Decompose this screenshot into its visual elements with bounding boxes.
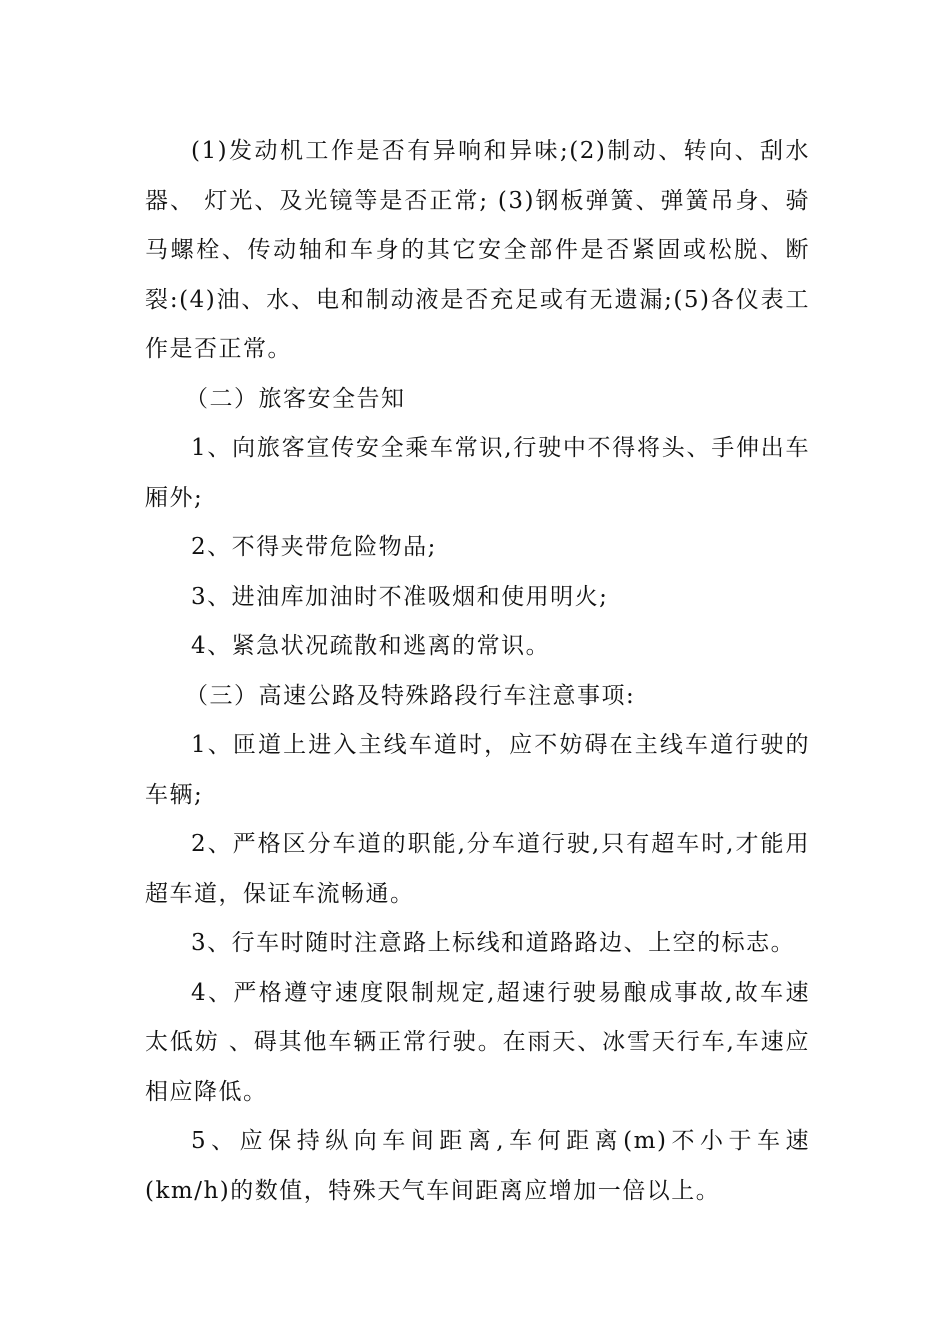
paragraph-vehicle-check: (1)发动机工作是否有异响和异味;(2)制动、转向、刮水器、 灯光、及光镜等是否正常; (3)钢板弹簧、弹簧吊身、骑马螺栓、传动轴和车身的其它安全部件是否紧固或松脱、断裂:(4)油、水、电和制动液是否充足或有无遗漏;(5)各仪表工作是否正常。 [145, 138, 810, 362]
list-item-passenger-3: 3、进油库加油时不准吸烟和使用明火; [191, 583, 609, 610]
list-item-highway-4: 4、严格遵守速度限制规定,超速行驶易酿成事故,故车速太低妨 、碍其他车辆正常行驶。在雨天、冰雪天行车,车速应相应降低。 [145, 979, 810, 1105]
section-heading-highway: （三）高速公路及特殊路段行车注意事项: [185, 682, 636, 709]
list-item-passenger-4: 4、紧急状况疏散和逃离的常识。 [191, 633, 551, 659]
section-heading-passenger-safety: （二）旅客安全告知 [185, 385, 406, 412]
list-item-highway-3: 3、行车时随时注意路上标线和道路路边、上空的标志。 [191, 930, 796, 956]
list-item-highway-2: 2、严格区分车道的职能,分车道行驶,只有超车时,才能用超车道，保证车流畅通。 [145, 831, 810, 907]
list-item-highway-1: 1、匝道上进入主线车道时，应不妨碍在主线车道行驶的车辆; [145, 732, 810, 808]
list-item-passenger-2: 2、不得夹带危险物品; [191, 534, 437, 560]
list-item-highway-5: 5、应保持纵向车间距离,车何距离(m)不小于车速(km/h)的数值，特殊天气车间距离应增加一倍以上。 [145, 1128, 810, 1204]
document-page [145, 127, 810, 1216]
list-item-passenger-1: 1、向旅客宣传安全乘车常识,行驶中不得将头、手伸出车厢外; [145, 435, 810, 511]
